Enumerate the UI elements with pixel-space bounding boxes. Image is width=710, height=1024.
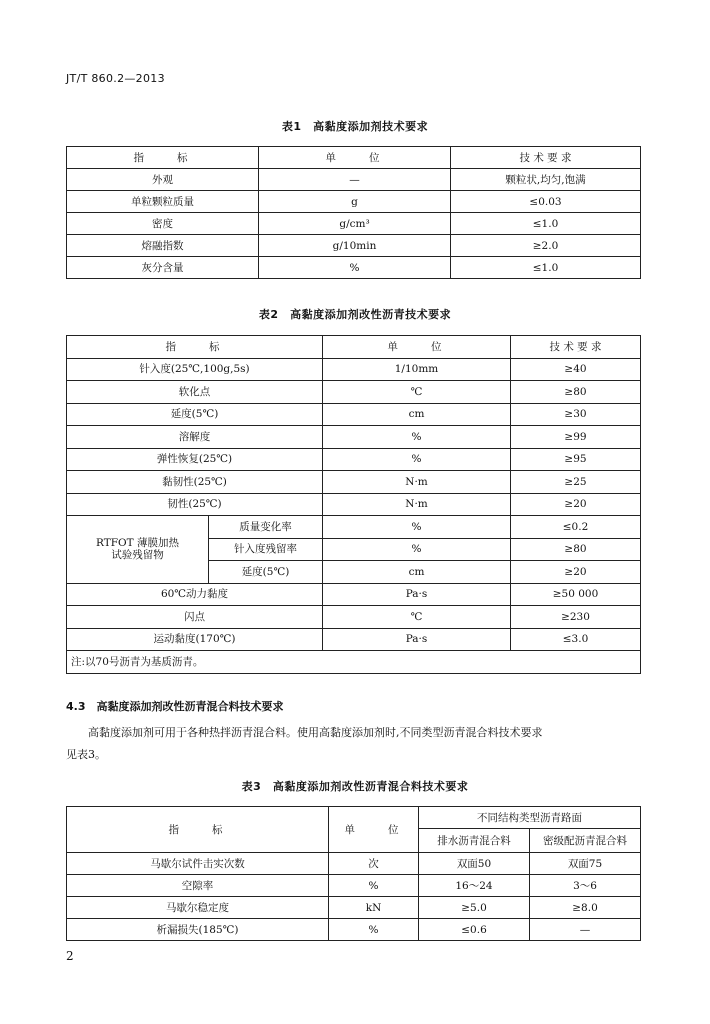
table-row xyxy=(67,853,641,875)
table-cell: % xyxy=(323,516,511,539)
table-row xyxy=(67,875,641,897)
table-row xyxy=(67,358,641,381)
table-cell: ℃ xyxy=(323,381,511,404)
table-cell: 熔融指数 xyxy=(67,235,259,257)
table-cell: N·m xyxy=(323,493,511,516)
table-cell: % xyxy=(323,426,511,449)
table-cell: 运动黏度(170℃) xyxy=(67,628,323,651)
table-row xyxy=(67,897,641,919)
table-header-cell: 指 标 xyxy=(67,336,323,359)
table-cell: ≤3.0 xyxy=(511,628,641,651)
table-header-row xyxy=(67,336,641,359)
table-cell: 灰分含量 xyxy=(67,257,259,279)
table-cell: Pa·s xyxy=(323,583,511,606)
table-cell: ≥40 xyxy=(511,358,641,381)
table-cell: 60℃动力黏度 xyxy=(67,583,323,606)
table-row xyxy=(67,403,641,426)
table-cell: 3～6 xyxy=(530,875,641,897)
table-cell: N·m xyxy=(323,471,511,494)
table-cell: ≥8.0 xyxy=(530,897,641,919)
table-cell: 析漏损失(185℃) xyxy=(67,919,329,941)
table-row xyxy=(67,448,641,471)
table-cell: % xyxy=(329,875,419,897)
table-header-cell: 密级配沥青混合料 xyxy=(530,829,641,853)
table-cell: ≥80 xyxy=(511,538,641,561)
section-title: 高黏度添加剂改性沥青混合料技术要求 xyxy=(96,700,284,713)
page-number: 2 xyxy=(66,949,74,963)
table-cell: 延度(5℃) xyxy=(209,561,323,584)
table-cell: 单粒颗粒质量 xyxy=(67,191,259,213)
standard-number: JT/T 860.2—2013 xyxy=(66,72,165,85)
rtfot-group-cell xyxy=(67,516,209,584)
table-header-cell: 单 位 xyxy=(329,807,419,853)
table-cell: 马歇尔稳定度 xyxy=(67,897,329,919)
table-cell: 双面50 xyxy=(419,853,530,875)
table-cell: 密度 xyxy=(67,213,259,235)
table-cell: ≥25 xyxy=(511,471,641,494)
section-number: 4.3 xyxy=(66,700,86,713)
table-cell: ≥5.0 xyxy=(419,897,530,919)
table-row xyxy=(67,919,641,941)
paragraph-line1: 高黏度添加剂可用于各种热拌沥青混合料。使用高黏度添加剂时,不同类型沥青混合料技术要求 xyxy=(88,726,543,739)
table-cell: % xyxy=(329,919,419,941)
table-header-cell: 技 术 要 求 xyxy=(511,336,641,359)
table-row xyxy=(67,493,641,516)
table-cell: 16～24 xyxy=(419,875,530,897)
table-cell: ≥20 xyxy=(511,493,641,516)
table-cell: ≤0.03 xyxy=(451,191,641,213)
table-row xyxy=(67,257,641,279)
table-cell: g xyxy=(259,191,451,213)
table-header-cell: 单 位 xyxy=(323,336,511,359)
table-row xyxy=(67,169,641,191)
table-row xyxy=(67,381,641,404)
table-cell: ≤1.0 xyxy=(451,213,641,235)
table-row xyxy=(67,471,641,494)
table-cell: 马歇尔试件击实次数 xyxy=(67,853,329,875)
table-header-cell: 排水沥青混合料 xyxy=(419,829,530,853)
table-row xyxy=(67,628,641,651)
table-cell: cm xyxy=(323,561,511,584)
table-cell: 外观 xyxy=(67,169,259,191)
rtfot-label-line2: 试验残留物 xyxy=(111,549,164,562)
table-cell: ≥50 000 xyxy=(511,583,641,606)
table-header-cell: 单 位 xyxy=(259,147,451,169)
table3 xyxy=(66,806,641,941)
table-header-cell: 指 标 xyxy=(67,147,259,169)
table-cell: — xyxy=(259,169,451,191)
table-cell: Pa·s xyxy=(323,628,511,651)
section-heading xyxy=(66,698,284,714)
table-cell: ≤1.0 xyxy=(451,257,641,279)
table-cell: ≥20 xyxy=(511,561,641,584)
table1 xyxy=(66,146,641,279)
rtfot-label-line1: RTFOT 薄膜加热 xyxy=(96,537,179,550)
table-cell: 闪点 xyxy=(67,606,323,629)
table-cell: 1/10mm xyxy=(323,358,511,381)
table-header-row xyxy=(67,147,641,169)
table3-caption: 表3 高黏度添加剂改性沥青混合料技术要求 xyxy=(241,780,469,793)
table-row xyxy=(67,191,641,213)
table-header-cell: 不同结构类型沥青路面 xyxy=(419,807,641,829)
table-cell: % xyxy=(323,448,511,471)
table-cell: cm xyxy=(323,403,511,426)
table-cell: 针入度残留率 xyxy=(209,538,323,561)
table-cell: ≥80 xyxy=(511,381,641,404)
table-cell: 质量变化率 xyxy=(209,516,323,539)
table2-caption: 表2 高黏度添加剂改性沥青技术要求 xyxy=(258,308,452,321)
table-cell: 黏韧性(25℃) xyxy=(67,471,323,494)
paragraph-line2: 见表3。 xyxy=(66,748,106,761)
table-cell: — xyxy=(530,919,641,941)
table-cell: kN xyxy=(329,897,419,919)
table-cell: 软化点 xyxy=(67,381,323,404)
table-cell: ≤0.2 xyxy=(511,516,641,539)
table-cell: 弹性恢复(25℃) xyxy=(67,448,323,471)
table-cell: 针入度(25℃,100g,5s) xyxy=(67,358,323,381)
table-cell: ≥2.0 xyxy=(451,235,641,257)
table-row xyxy=(67,516,641,539)
table-header-cell: 技 术 要 求 xyxy=(451,147,641,169)
table-cell: 次 xyxy=(329,853,419,875)
table-cell: ≥99 xyxy=(511,426,641,449)
table-cell: 颗粒状,均匀,饱满 xyxy=(451,169,641,191)
table-row xyxy=(67,426,641,449)
table1-caption: 表1 高黏度添加剂技术要求 xyxy=(281,120,429,133)
table-row xyxy=(67,583,641,606)
table-cell: g/cm³ xyxy=(259,213,451,235)
table2 xyxy=(66,335,641,674)
table-cell: 双面75 xyxy=(530,853,641,875)
table-cell: % xyxy=(259,257,451,279)
table-cell: 溶解度 xyxy=(67,426,323,449)
table-header-row xyxy=(67,807,641,829)
table-cell: ≥30 xyxy=(511,403,641,426)
table-cell: 空隙率 xyxy=(67,875,329,897)
table-cell: % xyxy=(323,538,511,561)
table-row xyxy=(67,213,641,235)
table-cell: ≥95 xyxy=(511,448,641,471)
table-cell: 韧性(25℃) xyxy=(67,493,323,516)
table-row xyxy=(67,235,641,257)
table-note-row xyxy=(67,651,641,674)
table-cell: ≥230 xyxy=(511,606,641,629)
table-header-cell: 指 标 xyxy=(67,807,329,853)
table-row xyxy=(67,606,641,629)
table-cell: ≤0.6 xyxy=(419,919,530,941)
table-note: 注:以70号沥青为基质沥青。 xyxy=(67,651,641,674)
table-cell: g/10min xyxy=(259,235,451,257)
table-cell: 延度(5℃) xyxy=(67,403,323,426)
table-cell: ℃ xyxy=(323,606,511,629)
